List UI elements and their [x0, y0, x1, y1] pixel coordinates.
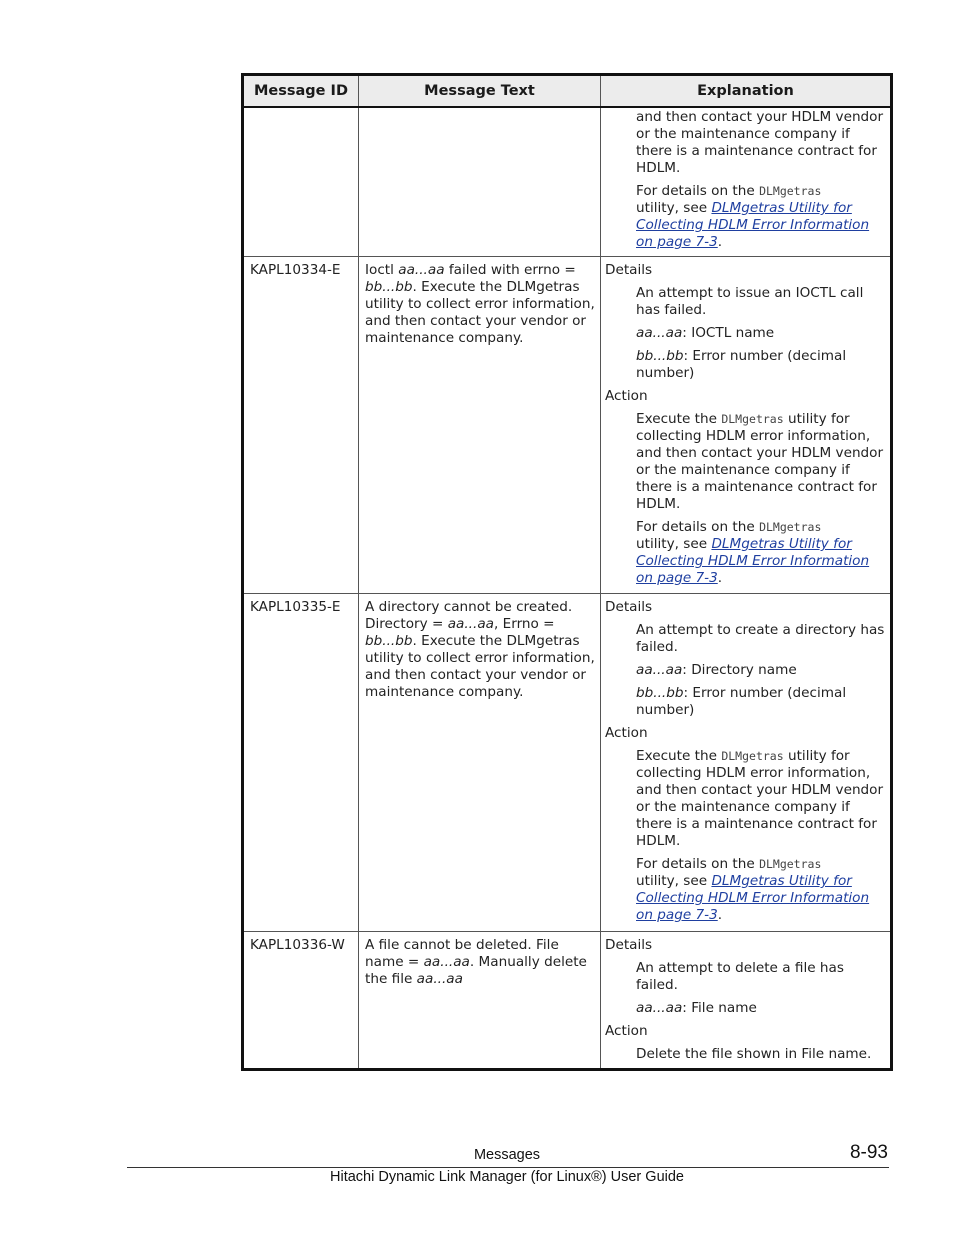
variable-desc: bb...bb: Error number (decimal number): [636, 685, 847, 718]
detail-text: An attempt to issue an IOCTL call has failed.: [636, 285, 864, 318]
header-message-text: Message Text: [359, 75, 601, 108]
table-row: [243, 594, 892, 932]
cell-message-text: A directory cannot be created. Directory = aa...aa, Errno = bb...bb. Execute the DLMgetras utility to collect error information, and then contact your vendor or maintenance company.: [359, 594, 601, 932]
variable-desc: aa...aa: IOCTL name: [636, 325, 775, 341]
page-number: 8-93: [849, 1142, 888, 1163]
reference-text: For details on the DLMgetras utility, see DLMgetras Utility for Collecting HDLM Error Information on page 7-3.: [636, 183, 870, 250]
code-dlmgetras: DLMgetras: [759, 857, 822, 871]
detail-text: An attempt to delete a file has failed.: [636, 960, 844, 993]
table-row-continuation: [243, 107, 892, 257]
code-dlmgetras: DLMgetras: [759, 520, 822, 534]
variable-desc: bb...bb: Error number (decimal number): [636, 348, 847, 381]
action-label: Action: [605, 388, 648, 404]
cell-explanation: [601, 257, 892, 594]
action-label: Action: [605, 1023, 648, 1039]
table-row: [243, 257, 892, 594]
cell-message-id: KAPL10335-E: [243, 594, 359, 932]
action-text: Execute the DLMgetras utility for collecting HDLM error information, and then contact your HDLM vendor or the maintenance company if there is a maintenance contract for HDLM.: [636, 748, 884, 849]
cell-explanation: [601, 594, 892, 932]
action-label: Action: [605, 725, 648, 741]
reference-link[interactable]: DLMgetras Utility for Collecting HDLM Error Information on page 7-3: [636, 200, 870, 250]
action-text: Delete the file shown in File name.: [636, 1046, 872, 1062]
table-row: [243, 932, 892, 1070]
reference-text: For details on the DLMgetras utility, see DLMgetras Utility for Collecting HDLM Error Information on page 7-3.: [636, 856, 870, 923]
action-text: and then contact your HDLM vendor or the maintenance company if there is a maintenance contract for HDLM.: [636, 109, 884, 176]
variable-desc: aa...aa: Directory name: [636, 662, 797, 678]
reference-text: For details on the DLMgetras utility, see DLMgetras Utility for Collecting HDLM Error Information on page 7-3.: [636, 519, 870, 586]
details-label: Details: [605, 599, 653, 615]
action-text: Execute the DLMgetras utility for collecting HDLM error information, and then contact your HDLM vendor or the maintenance company if there is a maintenance contract for HDLM.: [636, 411, 884, 512]
detail-text: An attempt to create a directory has failed.: [636, 622, 885, 655]
footer-section-title: Messages: [473, 1147, 541, 1163]
header-explanation: Explanation: [601, 75, 892, 108]
cell-explanation: [601, 107, 892, 257]
code-dlmgetras: DLMgetras: [721, 749, 784, 763]
reference-link[interactable]: DLMgetras Utility for Collecting HDLM Error Information on page 7-3: [636, 873, 870, 923]
footer-divider: [127, 1167, 889, 1168]
cell-message-id: KAPL10336-W: [243, 932, 359, 1070]
cell-message-text: Ioctl aa...aa failed with errno = bb...bb. Execute the DLMgetras utility to collect error information, and then contact your vendor or maintenance company.: [359, 257, 601, 594]
cell-message-text: A file cannot be deleted. File name = aa...aa. Manually delete the file aa...aa: [359, 932, 601, 1070]
code-dlmgetras: DLMgetras: [759, 184, 822, 198]
code-dlmgetras: DLMgetras: [721, 412, 784, 426]
cell-text-empty: [359, 107, 601, 257]
variable-desc: aa...aa: File name: [636, 1000, 757, 1016]
cell-message-id: KAPL10334-E: [243, 257, 359, 594]
table-header-row: [243, 75, 892, 108]
cell-explanation: [601, 932, 892, 1070]
reference-link[interactable]: DLMgetras Utility for Collecting HDLM Error Information on page 7-3: [636, 536, 870, 586]
footer-book-title: Hitachi Dynamic Link Manager (for Linux®) User Guide: [330, 1169, 684, 1185]
details-label: Details: [605, 262, 653, 278]
details-label: Details: [605, 937, 653, 953]
messages-table: [241, 73, 893, 1071]
header-message-id: Message ID: [243, 75, 359, 108]
cell-id-empty: [243, 107, 359, 257]
